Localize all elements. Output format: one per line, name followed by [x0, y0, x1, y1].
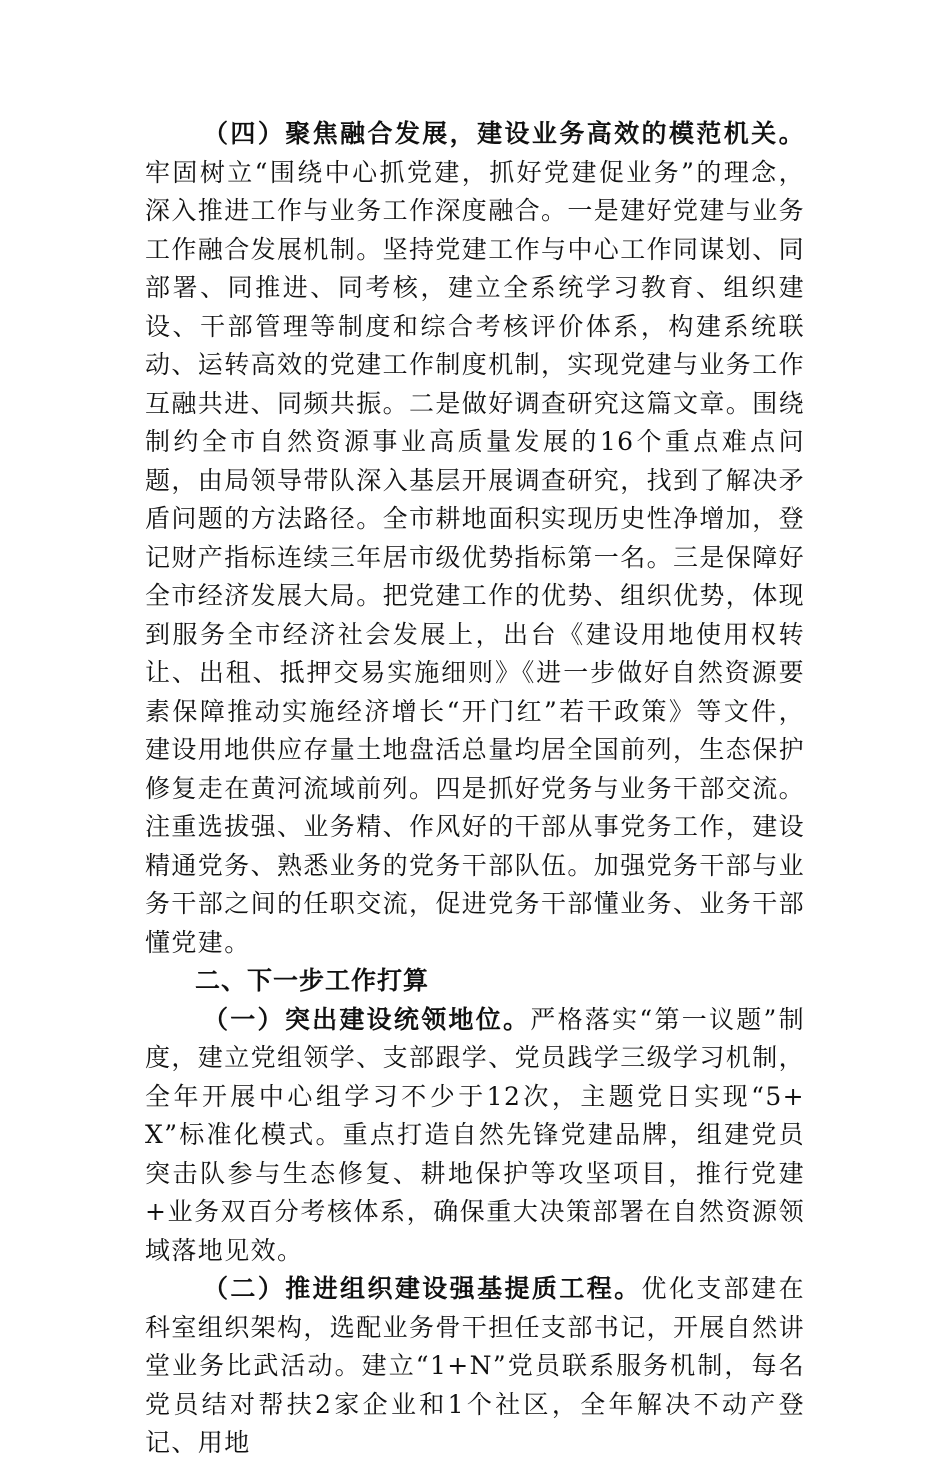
paragraph-body: 严格落实“第一议题”制度，建立党组领学、支部跟学、党员践学三级学习机制，全年开展中心组学习不少于12次，主题党日实现“5+X”标准化模式。重点打造自然先锋党建品牌，组建党员突击队参与生态修复、耕地保护等攻坚项目，推行党建+业务双百分考核体系，确保重大决策部署在自然资源领域落地见效。	[145, 1004, 806, 1265]
paragraph-lead: （四）聚焦融合发展，建设业务高效的模范机关。	[203, 119, 805, 148]
paragraph-lead: （二）推进组织建设强基提质工程。	[203, 1274, 642, 1303]
paragraph-body: 牢固树立“围绕中心抓党建，抓好党建促业务”的理念，深入推进工作与业务工作深度融合。一是建好党建与业务工作融合发展机制。坚持党建工作与中心工作同谋划、同部署、同推进、同考核，建立全系统学习教育、组织建设、干部管理等制度和综合考核评价体系，构建系统联动、运转高效的党建工作制度机制，实现党建与业务工作互融共进、同频共振。二是做好调查研究这篇文章。围绕制约全市自然资源事业高质量发展的16个重点难点问题，由局领导带队深入基层开展调查研究，找到了解决矛盾问题的方法路径。全市耕地面积实现历史性净增加，登记财产指标连续三年居市级优势指标第一名。三是保障好全市经济发展大局。把党建工作的优势、组织优势，体现到服务全市经济社会发展上，出台《建设用地使用权转让、出租、抵押交易实施细则》《进一步做好自然资源要素保障推动实施经济增长“开门红”若干政策》等文件，建设用地供应存量土地盘活总量均居全国前列，生态保护修复走在黄河流域前列。四是抓好党务与业务干部交流。注重选拔强、业务精、作风好的干部从事党务工作，建设精通党务、熟悉业务的党务干部队伍。加强党务干部与业务干部之间的任职交流，促进党务干部懂业务、业务干部懂党建。	[145, 157, 806, 957]
paragraph-leading-position	[145, 1001, 805, 1271]
paragraph-lead: （一）突出建设统领地位。	[203, 1004, 531, 1034]
paragraph-organization-building	[145, 1270, 805, 1463]
section-heading: 二、下一步工作打算	[195, 966, 430, 995]
paragraph-integration-development	[145, 115, 805, 962]
paragraph-body: 优化支部建在科室组织架构，选配业务骨干担任支部书记，开展自然讲堂业务比武活动。建立“1+N”党员联系服务机制，每名党员结对帮扶2家企业和1个社区，全年解决不动产登记、用地	[145, 1274, 806, 1457]
document-page	[145, 115, 805, 1463]
